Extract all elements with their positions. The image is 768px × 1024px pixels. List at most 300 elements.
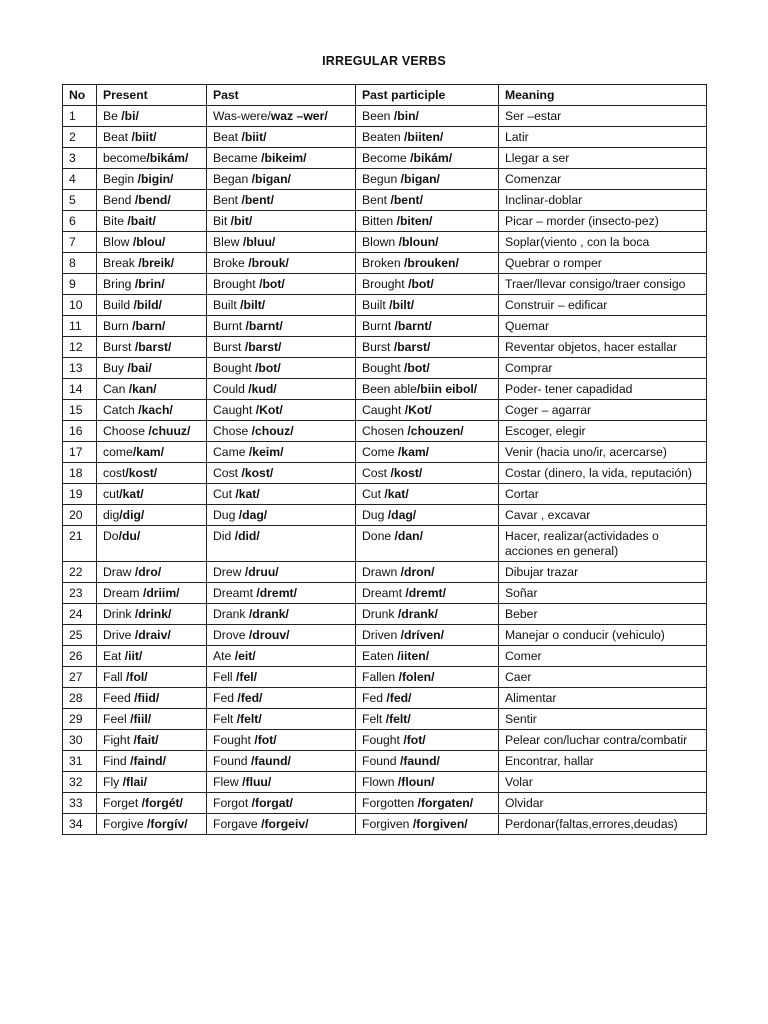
cell-past <box>207 316 356 337</box>
cell-meaning: Encontrar, hallar <box>499 751 707 772</box>
cell-present <box>97 646 207 667</box>
cell-meaning: Comenzar <box>499 169 707 190</box>
cell-past <box>207 814 356 835</box>
cell-past <box>207 169 356 190</box>
table-row <box>63 253 707 274</box>
cell-present <box>97 274 207 295</box>
cell-present <box>97 526 207 562</box>
pronunciation: /iiten/ <box>397 649 430 663</box>
cell-no: 18 <box>63 463 97 484</box>
pronunciation: /forgaten/ <box>417 796 474 810</box>
pronunciation: /druu/ <box>244 565 279 579</box>
cell-meaning: Manejar o conducir (vehiculo) <box>499 625 707 646</box>
cell-no: 24 <box>63 604 97 625</box>
table-row <box>63 211 707 232</box>
cell-past-participle <box>356 295 499 316</box>
cell-meaning: Inclinar-doblar <box>499 190 707 211</box>
cell-past <box>207 625 356 646</box>
verb-word: Broken <box>362 256 405 270</box>
cell-present <box>97 148 207 169</box>
cell-no: 9 <box>63 274 97 295</box>
cell-meaning: Poder- tener capadidad <box>499 379 707 400</box>
pronunciation: /bikám/ <box>146 151 189 165</box>
table-row <box>63 190 707 211</box>
verb-word: Fed <box>213 691 238 705</box>
cell-no: 13 <box>63 358 97 379</box>
cell-past-participle <box>356 421 499 442</box>
cell-present <box>97 730 207 751</box>
cell-no: 15 <box>63 400 97 421</box>
pronunciation: /drouv/ <box>248 628 290 642</box>
cell-no: 1 <box>63 106 97 127</box>
cell-no: 3 <box>63 148 97 169</box>
verb-word: Bought <box>362 361 405 375</box>
verb-word: Fought <box>362 733 404 747</box>
cell-meaning: Soñar <box>499 583 707 604</box>
verb-word: Fell <box>213 670 237 684</box>
pronunciation: /kost/ <box>125 466 158 480</box>
cell-meaning: Construir – edificar <box>499 295 707 316</box>
header-no: No <box>63 85 97 106</box>
verb-word: Chosen <box>362 424 408 438</box>
cell-meaning: Comer <box>499 646 707 667</box>
verb-word: Fallen <box>362 670 399 684</box>
pronunciation: /barnt/ <box>394 319 432 333</box>
cell-no: 10 <box>63 295 97 316</box>
verb-word: Forgotten <box>362 796 418 810</box>
cell-meaning: Comprar <box>499 358 707 379</box>
table-row <box>63 709 707 730</box>
cell-past-participle <box>356 337 499 358</box>
cell-present <box>97 751 207 772</box>
verb-word: Could <box>213 382 249 396</box>
pronunciation: /iit/ <box>124 649 143 663</box>
verb-word: Drive <box>103 628 135 642</box>
pronunciation: /chouzen/ <box>407 424 464 438</box>
cell-past <box>207 583 356 604</box>
pronunciation: /kan/ <box>128 382 157 396</box>
pronunciation: /fed/ <box>386 691 412 705</box>
pronunciation: /bilt/ <box>389 298 415 312</box>
cell-past-participle <box>356 127 499 148</box>
cell-present <box>97 127 207 148</box>
verb-word: Buy <box>103 361 128 375</box>
page-title: IRREGULAR VERBS <box>322 54 446 68</box>
verb-word: Cut <box>213 487 236 501</box>
pronunciation: /fot/ <box>403 733 426 747</box>
cell-no: 33 <box>63 793 97 814</box>
pronunciation: /faind/ <box>130 754 166 768</box>
pronunciation: /bluu/ <box>242 235 276 249</box>
verb-word: Bought <box>213 361 256 375</box>
cell-past-participle <box>356 169 499 190</box>
pronunciation: /chouz/ <box>251 424 294 438</box>
verb-word: Burst <box>213 340 245 354</box>
cell-meaning: Escoger, elegir <box>499 421 707 442</box>
cell-meaning: Pelear con/luchar contra/combatir <box>499 730 707 751</box>
cell-past-participle <box>356 751 499 772</box>
pronunciation: /bin/ <box>393 109 419 123</box>
pronunciation: /fait/ <box>133 733 159 747</box>
verb-word: Be <box>103 109 122 123</box>
pronunciation: /bigan/ <box>251 172 291 186</box>
pronunciation: /du/ <box>118 529 141 543</box>
table-row <box>63 730 707 751</box>
cell-past <box>207 526 356 562</box>
pronunciation: /bent/ <box>390 193 423 207</box>
cell-meaning: Quebrar o romper <box>499 253 707 274</box>
verb-word: Built <box>362 298 390 312</box>
cell-past <box>207 709 356 730</box>
cell-present <box>97 169 207 190</box>
cell-present <box>97 625 207 646</box>
table-row <box>63 562 707 583</box>
verb-word: Beat <box>103 130 132 144</box>
cell-past <box>207 562 356 583</box>
pronunciation: /kat/ <box>384 487 409 501</box>
cell-present <box>97 106 207 127</box>
pronunciation: /fot/ <box>254 733 277 747</box>
pronunciation: /barn/ <box>132 319 166 333</box>
pronunciation: /kam/ <box>132 445 164 459</box>
cell-past <box>207 646 356 667</box>
cell-past-participle <box>356 814 499 835</box>
pronunciation: /dag/ <box>238 508 268 522</box>
cell-present <box>97 583 207 604</box>
cell-meaning: Ser –estar <box>499 106 707 127</box>
pronunciation: /bilt/ <box>240 298 266 312</box>
table-row <box>63 604 707 625</box>
verb-word: come <box>103 445 133 459</box>
cell-present <box>97 793 207 814</box>
cell-past <box>207 730 356 751</box>
cell-past <box>207 772 356 793</box>
cell-meaning: Sentir <box>499 709 707 730</box>
cell-past-participle <box>356 358 499 379</box>
cell-past <box>207 337 356 358</box>
pronunciation: /kat/ <box>119 487 144 501</box>
verb-word: Broke <box>213 256 249 270</box>
pronunciation: /faund/ <box>399 754 440 768</box>
verb-word: Bitten <box>362 214 397 228</box>
verb-word: Chose <box>213 424 252 438</box>
verb-word: Catch <box>103 403 139 417</box>
pronunciation: /biiten/ <box>404 130 444 144</box>
cell-meaning: Olvidar <box>499 793 707 814</box>
table-row <box>63 646 707 667</box>
cell-past-participle <box>356 688 499 709</box>
cell-present <box>97 688 207 709</box>
cell-past-participle <box>356 583 499 604</box>
verb-word: Dug <box>362 508 388 522</box>
verb-word: Found <box>362 754 400 768</box>
verb-word: Bite <box>103 214 128 228</box>
cell-meaning: Soplar(viento , con la boca <box>499 232 707 253</box>
table-row <box>63 688 707 709</box>
verb-word: Forgive <box>103 817 148 831</box>
verb-word: Find <box>103 754 131 768</box>
cell-present <box>97 316 207 337</box>
cell-meaning: Volar <box>499 772 707 793</box>
verb-word: Cost <box>362 466 391 480</box>
table-row <box>63 106 707 127</box>
verb-word: Burn <box>103 319 133 333</box>
verb-word: cut <box>103 487 120 501</box>
verb-word: Break <box>103 256 139 270</box>
pronunciation: /brin/ <box>134 277 165 291</box>
verb-word: Driven <box>362 628 401 642</box>
verb-word: Feed <box>103 691 135 705</box>
verb-word: Eaten <box>362 649 398 663</box>
table-row <box>63 127 707 148</box>
cell-present <box>97 190 207 211</box>
verb-word: Done <box>362 529 395 543</box>
pronunciation: /kat/ <box>235 487 260 501</box>
cell-past <box>207 358 356 379</box>
pronunciation: /bi/ <box>121 109 139 123</box>
cell-present <box>97 604 207 625</box>
pronunciation: /bot/ <box>408 277 434 291</box>
cell-no: 11 <box>63 316 97 337</box>
verb-word: Drank <box>213 607 249 621</box>
pronunciation: /dig/ <box>119 508 145 522</box>
table-row <box>63 814 707 835</box>
pronunciation: /drank/ <box>248 607 289 621</box>
cell-meaning: Cavar , excavar <box>499 505 707 526</box>
pronunciation: /kach/ <box>138 403 173 417</box>
cell-present <box>97 295 207 316</box>
pronunciation: /bit/ <box>230 214 253 228</box>
pronunciation: /kam/ <box>397 445 430 459</box>
cell-present <box>97 337 207 358</box>
cell-no: 32 <box>63 772 97 793</box>
verb-word: Flown <box>362 775 398 789</box>
verb-word: Been able <box>362 382 417 396</box>
cell-present <box>97 358 207 379</box>
verb-word: cost <box>103 466 126 480</box>
cell-past-participle <box>356 316 499 337</box>
verb-word: Been <box>362 109 394 123</box>
cell-present <box>97 484 207 505</box>
cell-present <box>97 562 207 583</box>
cell-past-participle <box>356 463 499 484</box>
table-row <box>63 358 707 379</box>
pronunciation: /bot/ <box>255 361 281 375</box>
cell-present <box>97 772 207 793</box>
cell-past <box>207 463 356 484</box>
cell-past-participle <box>356 253 499 274</box>
pronunciation: /dan/ <box>394 529 423 543</box>
cell-no: 27 <box>63 667 97 688</box>
cell-past-participle <box>356 730 499 751</box>
cell-past-participle <box>356 190 499 211</box>
verb-word: dig <box>103 508 120 522</box>
pronunciation: /barst/ <box>134 340 172 354</box>
cell-meaning: Alimentar <box>499 688 707 709</box>
cell-past <box>207 505 356 526</box>
table-row <box>63 463 707 484</box>
cell-past-participle <box>356 562 499 583</box>
cell-present <box>97 379 207 400</box>
pronunciation: /bend/ <box>134 193 171 207</box>
cell-meaning: Caer <box>499 667 707 688</box>
verb-word: Blown <box>362 235 399 249</box>
verb-word: Bent <box>213 193 242 207</box>
verb-word: Caught <box>362 403 405 417</box>
cell-no: 12 <box>63 337 97 358</box>
verb-word: Draw <box>103 565 135 579</box>
verb-word: Cost <box>213 466 242 480</box>
pronunciation: /barst/ <box>393 340 431 354</box>
verb-word: Blow <box>103 235 133 249</box>
verb-word: Blew <box>213 235 243 249</box>
pronunciation: /faund/ <box>250 754 291 768</box>
table-row <box>63 400 707 421</box>
pronunciation: /fol/ <box>126 670 148 684</box>
pronunciation: /breik/ <box>138 256 175 270</box>
cell-meaning: Llegar a ser <box>499 148 707 169</box>
verb-word: Can <box>103 382 129 396</box>
irregular-verbs-table <box>62 84 707 835</box>
cell-past-participle <box>356 709 499 730</box>
pronunciation: /kud/ <box>248 382 277 396</box>
pronunciation: /fiid/ <box>134 691 160 705</box>
table-body <box>63 106 707 835</box>
verb-word: Brought <box>362 277 409 291</box>
cell-past <box>207 400 356 421</box>
pronunciation: /forgív/ <box>147 817 188 831</box>
verb-word: Drunk <box>362 607 398 621</box>
verb-word: Build <box>103 298 134 312</box>
verb-word: Forgave <box>213 817 262 831</box>
verb-word: Flew <box>213 775 243 789</box>
pronunciation: /driim/ <box>142 586 180 600</box>
verb-word: Choose <box>103 424 149 438</box>
table-header-row <box>63 85 707 106</box>
cell-present <box>97 505 207 526</box>
verb-word: Bit <box>213 214 231 228</box>
table-row <box>63 751 707 772</box>
table-row <box>63 526 707 562</box>
pronunciation: /chuuz/ <box>148 424 191 438</box>
verb-word: Become <box>362 151 411 165</box>
cell-past <box>207 148 356 169</box>
pronunciation: /floun/ <box>397 775 435 789</box>
table-row <box>63 442 707 463</box>
table-row <box>63 484 707 505</box>
cell-no: 2 <box>63 127 97 148</box>
pronunciation: /drink/ <box>134 607 172 621</box>
pronunciation: /bigin/ <box>137 172 174 186</box>
verb-word: Burnt <box>362 319 395 333</box>
pronunciation: /felt/ <box>385 712 411 726</box>
table-row <box>63 169 707 190</box>
cell-meaning: Coger – agarrar <box>499 400 707 421</box>
verb-word: Became <box>213 151 262 165</box>
cell-past <box>207 442 356 463</box>
cell-meaning: Latir <box>499 127 707 148</box>
cell-past-participle <box>356 400 499 421</box>
pronunciation: /dremt/ <box>256 586 297 600</box>
pronunciation: /bikám/ <box>410 151 453 165</box>
pronunciation: /barnt/ <box>245 319 283 333</box>
cell-no: 20 <box>63 505 97 526</box>
pronunciation: /fel/ <box>236 670 258 684</box>
cell-no: 19 <box>63 484 97 505</box>
verb-word: Bring <box>103 277 135 291</box>
verb-word: Fight <box>103 733 134 747</box>
verb-word: Did <box>213 529 235 543</box>
cell-past <box>207 232 356 253</box>
cell-past <box>207 295 356 316</box>
pronunciation: /biten/ <box>396 214 433 228</box>
cell-past-participle <box>356 379 499 400</box>
verb-word: Drink <box>103 607 135 621</box>
verb-word: Fought <box>213 733 255 747</box>
verb-word: Begun <box>362 172 401 186</box>
cell-past-participle <box>356 274 499 295</box>
cell-present <box>97 421 207 442</box>
verb-word: Dream <box>103 586 143 600</box>
pronunciation: /dríven/ <box>400 628 444 642</box>
verb-word: Do <box>103 529 119 543</box>
cell-past <box>207 253 356 274</box>
verb-word: Dug <box>213 508 239 522</box>
pronunciation: /dremt/ <box>405 586 446 600</box>
pronunciation: /keim/ <box>248 445 284 459</box>
pronunciation: /biit/ <box>241 130 267 144</box>
cell-past <box>207 793 356 814</box>
cell-past-participle <box>356 442 499 463</box>
verb-word: Felt <box>213 712 237 726</box>
cell-no: 16 <box>63 421 97 442</box>
table-row <box>63 232 707 253</box>
verb-word: Dreamt <box>213 586 257 600</box>
verb-word: Fall <box>103 670 127 684</box>
verb-word: Fly <box>103 775 123 789</box>
verb-word: Beat <box>213 130 242 144</box>
cell-past <box>207 211 356 232</box>
pronunciation: /bloun/ <box>398 235 439 249</box>
cell-no: 26 <box>63 646 97 667</box>
verb-word: Began <box>213 172 252 186</box>
verb-word: Bend <box>103 193 135 207</box>
table-row <box>63 379 707 400</box>
verb-word: Found <box>213 754 251 768</box>
cell-past <box>207 106 356 127</box>
cell-past-participle <box>356 505 499 526</box>
verb-word: Built <box>213 298 241 312</box>
verb-word: Drew <box>213 565 245 579</box>
cell-no: 7 <box>63 232 97 253</box>
cell-present <box>97 667 207 688</box>
table-row <box>63 316 707 337</box>
pronunciation: /drank/ <box>397 607 438 621</box>
verb-word: Cut <box>362 487 385 501</box>
cell-past <box>207 421 356 442</box>
cell-past-participle <box>356 526 499 562</box>
pronunciation: /bent/ <box>241 193 274 207</box>
cell-past <box>207 688 356 709</box>
table-row <box>63 274 707 295</box>
cell-meaning: Perdonar(faltas,errores,deudas) <box>499 814 707 835</box>
cell-meaning: Traer/llevar consigo/traer consigo <box>499 274 707 295</box>
cell-meaning: Hacer, realizar(actividades o acciones en general) <box>499 526 707 562</box>
cell-no: 4 <box>63 169 97 190</box>
verb-word: Forgiven <box>362 817 413 831</box>
verb-word: Eat <box>103 649 125 663</box>
cell-past <box>207 484 356 505</box>
